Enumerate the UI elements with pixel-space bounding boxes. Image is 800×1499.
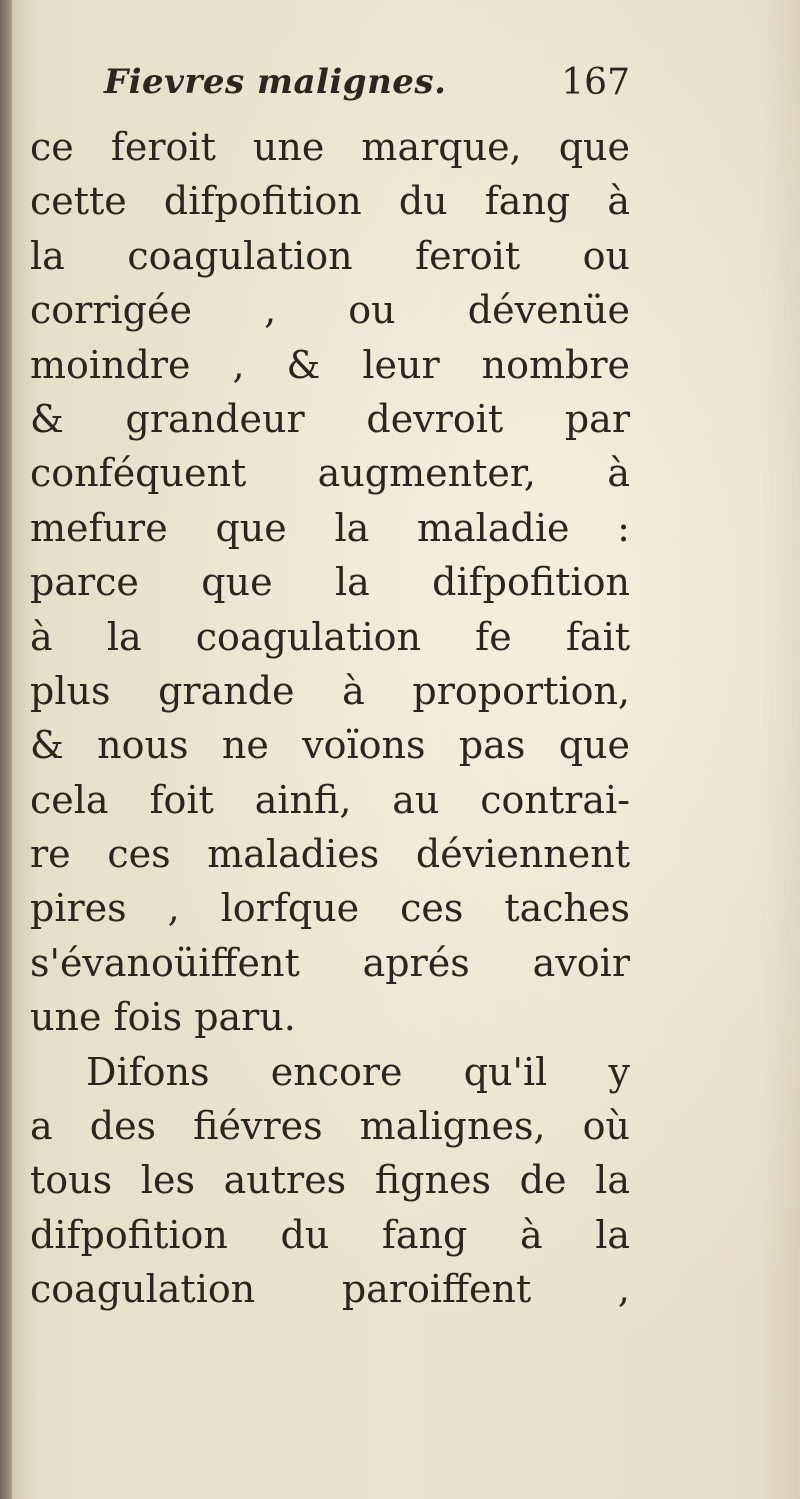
text-line: moindre , & leur nombre xyxy=(30,342,630,387)
page-header xyxy=(60,62,630,112)
page-number: 167 xyxy=(561,62,630,103)
body-text xyxy=(30,120,630,1317)
text-line: tous les autres fignes de la xyxy=(30,1158,630,1203)
text-line: cette difpofition du fang à xyxy=(30,179,630,224)
text-line: parce que la difpofition xyxy=(30,560,630,605)
text-line: difpofition du fang à la xyxy=(30,1212,630,1257)
text-line: la coagulation feroit ou xyxy=(30,233,630,278)
text-line: & grandeur devroit par xyxy=(30,396,630,441)
text-line: pires , lorfque ces taches xyxy=(30,886,630,931)
running-title: Fievres malignes. xyxy=(104,62,447,102)
text-line: cela foit ainfi, au contrai- xyxy=(30,777,630,822)
text-line: corrigée , ou dévenüe xyxy=(30,288,630,333)
text-line: a des fiévres malignes, où xyxy=(30,1104,630,1149)
text-line: à la coagulation fe fait xyxy=(30,614,630,659)
text-line: Difons encore qu'il y xyxy=(86,1049,630,1094)
text-line: conféquent augmenter, à xyxy=(30,451,630,496)
text-line: une fois paru. xyxy=(30,995,296,1040)
text-line: & nous ne voïons pas que xyxy=(30,723,630,768)
binding-gutter xyxy=(0,0,12,1499)
text-line: re ces maladies déviennent xyxy=(30,832,630,877)
text-line: mefure que la maladie : xyxy=(30,505,630,550)
text-line: plus grande à proportion, xyxy=(30,668,630,713)
text-line: coagulation paroiffent , xyxy=(30,1267,630,1312)
text-line: ce feroit une marque, que xyxy=(30,125,630,169)
text-line: s'évanoüiffent aprés avoir xyxy=(30,940,630,985)
